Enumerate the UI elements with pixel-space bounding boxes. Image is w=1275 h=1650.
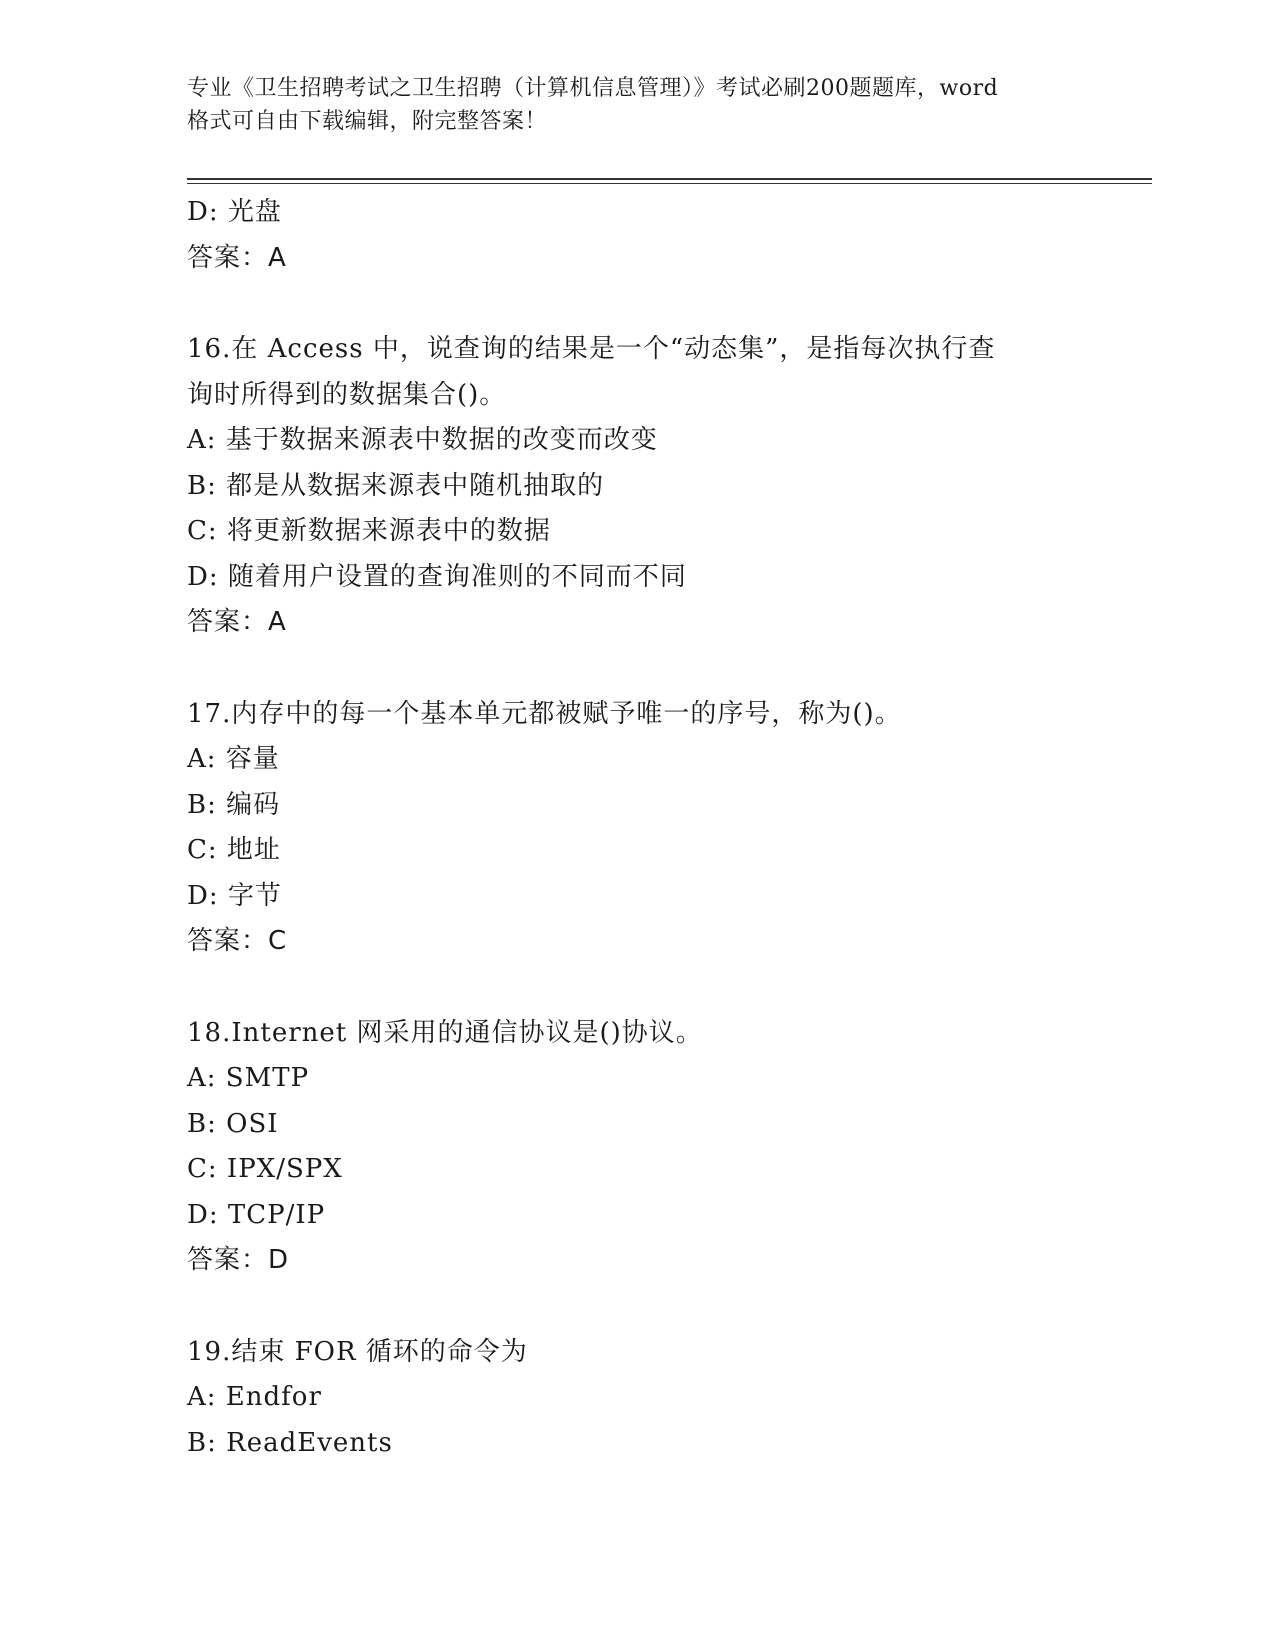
answer: 答案：C <box>187 926 288 956</box>
question-list <box>187 190 1147 1466</box>
option-b: B: 都是从数据来源表中随机抽取的 <box>187 470 605 501</box>
option-c: C: 地址 <box>187 835 281 865</box>
header-rule-thick <box>187 178 1152 180</box>
question-stem-continued: 询时所得到的数据集合()。 <box>187 379 507 410</box>
option-b: B: OSI <box>187 1108 279 1139</box>
question-block-17 <box>187 692 1147 965</box>
question-block-15-tail <box>187 190 1147 281</box>
option-a: A: Endfor <box>187 1382 322 1412</box>
answer: 答案：D <box>187 1245 290 1275</box>
question-block-18 <box>187 1011 1147 1284</box>
option-d: D: 光盘 <box>187 197 282 227</box>
header-rule-thin <box>187 183 1152 184</box>
question-stem: 16.在 Access 中，说查询的结果是一个“动态集”，是指每次执行查 <box>187 334 996 364</box>
option-c: C: IPX/SPX <box>187 1154 343 1184</box>
option-d: D: TCP/IP <box>187 1199 326 1230</box>
spacer <box>187 646 1147 692</box>
option-a: A: 容量 <box>187 744 280 774</box>
question-stem: 17.内存中的每一个基本单元都被赋予唯一的序号，称为()。 <box>187 698 902 729</box>
answer: 答案：A <box>187 607 287 637</box>
question-block-16 <box>187 327 1147 646</box>
header-line-1: 专业《卫生招聘考试之卫生招聘（计算机信息管理）》考试必刷200题题库，word <box>187 76 999 101</box>
spacer <box>187 281 1147 327</box>
header-line-2: 格式可自由下载编辑，附完整答案！ <box>187 109 548 134</box>
document-header <box>187 72 1087 138</box>
question-stem: 19.结束 FOR 循环的命令为 <box>187 1336 528 1367</box>
spacer <box>187 965 1147 1011</box>
option-b: B: ReadEvents <box>187 1427 393 1458</box>
question-stem: 18.Internet 网采用的通信协议是()协议。 <box>187 1017 703 1048</box>
question-block-19 <box>187 1330 1147 1467</box>
answer: 答案：A <box>187 242 287 273</box>
option-c: C: 将更新数据来源表中的数据 <box>187 516 551 546</box>
option-d: D: 随着用户设置的查询准则的不同而不同 <box>187 561 687 592</box>
option-a: A: 基于数据来源表中数据的改变而改变 <box>187 425 658 455</box>
spacer <box>187 1284 1147 1330</box>
option-a: A: SMTP <box>187 1063 310 1093</box>
option-d: D: 字节 <box>187 880 282 911</box>
option-b: B: 编码 <box>187 789 281 820</box>
